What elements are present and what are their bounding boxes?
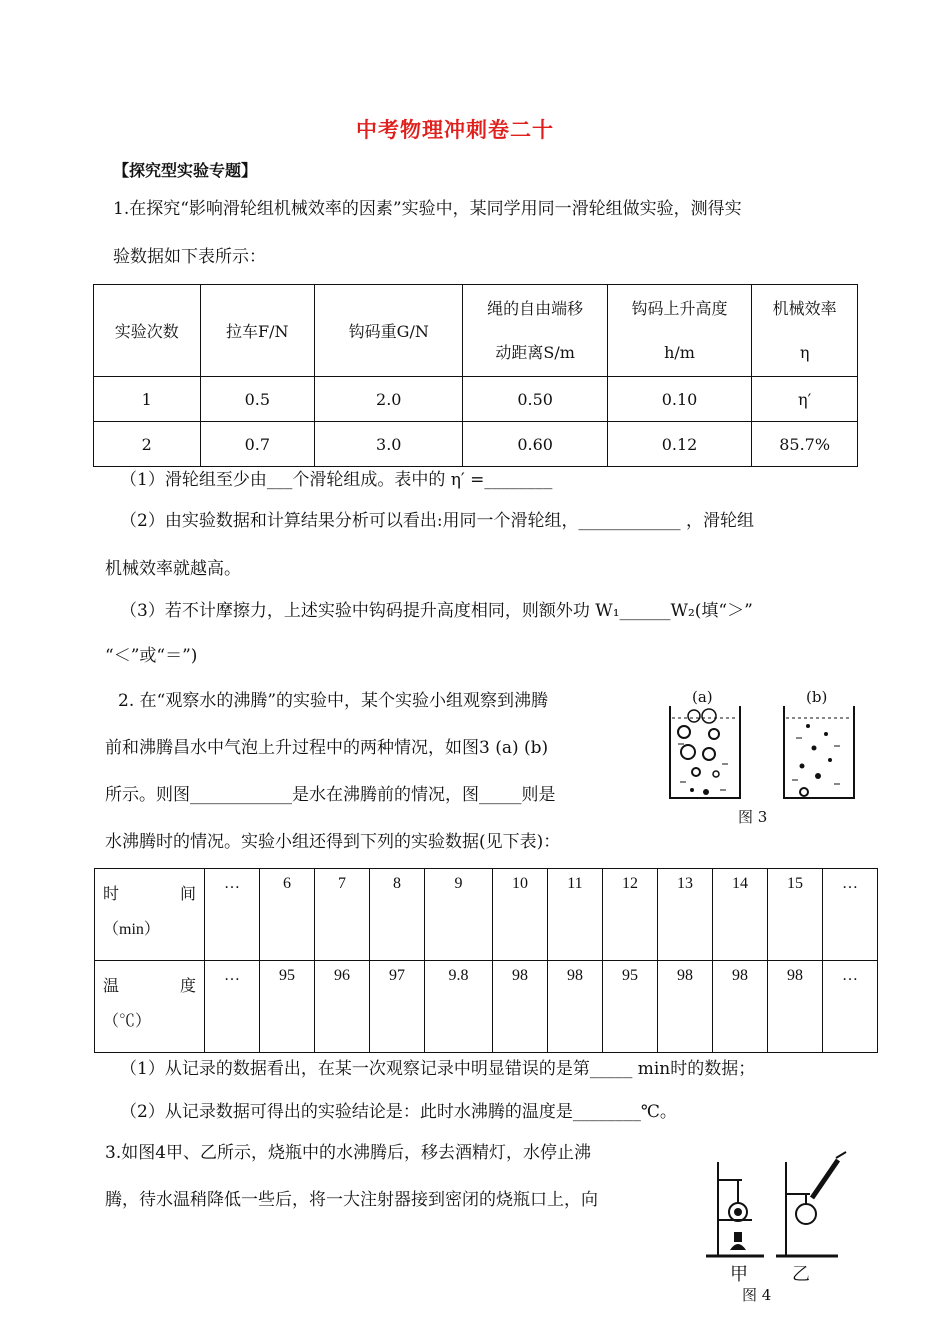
table-cell: 98: [492, 961, 547, 1053]
figure-3b-label: (b): [806, 688, 828, 706]
table-row: [95, 961, 878, 1053]
table-cell: 85.7%: [752, 422, 858, 467]
efficiency-table: [93, 284, 858, 467]
page-title: 中考物理冲刺卷二十: [356, 117, 554, 142]
table-row: [94, 377, 858, 422]
table-cell: 9: [425, 869, 493, 961]
table-row: [94, 422, 858, 467]
time-header: [95, 869, 205, 961]
table-cell: …: [205, 961, 260, 1053]
header-trial: 实验次数: [94, 285, 201, 377]
table-cell: 2.0: [315, 377, 463, 422]
header-height: [607, 285, 751, 377]
q2-subquestion-1: （1）从记录的数据看出，在某一次观察记录中明显错误的是第_____ min时的数据；: [120, 1059, 756, 1079]
table-cell: 3.0: [315, 422, 463, 467]
table-cell: 1: [94, 377, 201, 422]
table-cell: 98: [657, 961, 712, 1053]
table-cell: 12: [602, 869, 657, 961]
header-rope-distance-l1: 绳的自由端移: [487, 298, 584, 318]
q2-line2: 前和沸腾昌水中气泡上升过程中的两种情况，如图3 (a) (b): [105, 738, 549, 758]
q2-subquestion-2: （2）从记录数据可得出的实验结论是：此时水沸腾的温度是________℃。: [120, 1102, 677, 1122]
q1-subquestion-2-line1: （2）由实验数据和计算结果分析可以看出:用同一个滑轮组，____________ ，滑轮组: [120, 511, 754, 531]
table-header-row: [94, 285, 858, 377]
header-efficiency-l1: 机械效率: [772, 298, 837, 318]
table-cell: 11: [547, 869, 602, 961]
table-cell: 0.5: [200, 377, 315, 422]
figure-4-yi-label: 乙: [792, 1264, 810, 1285]
time-label-2: 间: [179, 885, 196, 903]
table-cell: 0.50: [463, 377, 607, 422]
table-cell: 98: [547, 961, 602, 1053]
table-cell: 95: [602, 961, 657, 1053]
section-heading: 【探究型实验专题】: [113, 161, 258, 180]
q3-line2: 腾，待水温稍降低一些后，将一大注射器接到密闭的烧瓶口上，向: [105, 1190, 598, 1210]
table-cell: …: [822, 869, 877, 961]
temp-header: [95, 961, 205, 1053]
table-cell: 13: [657, 869, 712, 961]
table-cell: 8: [370, 869, 425, 961]
figure-4-jia-label: 甲: [730, 1264, 748, 1285]
q2-line1: 2. 在“观察水的沸腾”的实验中，某个实验小组观察到沸腾: [118, 691, 549, 711]
table-cell: 97: [370, 961, 425, 1053]
header-weight: 钩码重G/N: [315, 285, 463, 377]
boiling-data-table: [94, 868, 878, 1053]
figure-4-caption: 图 4: [742, 1286, 772, 1304]
table-row: [95, 869, 878, 961]
temp-label-1: 温: [103, 977, 120, 995]
q2-line3: 所示。则图____________是水在沸腾前的情况，图_____则是: [105, 785, 556, 805]
table-cell: …: [822, 961, 877, 1053]
header-efficiency: [752, 285, 858, 377]
table-cell: 14: [712, 869, 767, 961]
beaker-a-icon: [664, 704, 746, 800]
q3-line1: 3.如图4甲、乙所示，烧瓶中的水沸腾后，移去酒精灯，水停止沸: [105, 1143, 592, 1163]
table-cell: 98: [767, 961, 822, 1053]
table-cell: 98: [712, 961, 767, 1053]
figure-3a-label: (a): [692, 688, 713, 706]
header-height-l1: 钩码上升高度: [631, 298, 728, 318]
header-pull-force: 拉车F/N: [200, 285, 315, 377]
table-cell: 10: [492, 869, 547, 961]
table-cell: 95: [260, 961, 315, 1053]
table-cell: η′: [752, 377, 858, 422]
q1-intro-line1: 1.在探究“影响滑轮组机械效率的因素”实验中，某同学用同一滑轮组做实验，测得实: [113, 199, 742, 219]
q1-subquestion-2-line2: 机械效率就越高。: [105, 559, 241, 579]
time-label-1: 时: [103, 885, 120, 903]
table-cell: 2: [94, 422, 201, 467]
flask-apparatus-yi-icon: [772, 1150, 850, 1262]
header-rope-distance: [463, 285, 607, 377]
q1-subquestion-3-line1: （3）若不计摩擦力，上述实验中钩码提升高度相同，则额外功 W₁______W₂(填“＞”: [120, 601, 753, 621]
q1-subquestion-1: （1）滑轮组至少由___个滑轮组成。表中的 η′ =________: [120, 470, 553, 490]
figure-3-caption: 图 3: [738, 808, 768, 826]
table-cell: 0.12: [607, 422, 751, 467]
header-efficiency-l2: η: [799, 342, 810, 362]
header-height-l2: h/m: [664, 342, 695, 362]
temp-label-2: 度: [179, 977, 196, 995]
table-cell: 7: [315, 869, 370, 961]
beaker-b-icon: [778, 704, 860, 800]
q1-subquestion-3-line2: “＜”或“＝”): [105, 646, 198, 666]
table-cell: 6: [260, 869, 315, 961]
table-cell: 9.8: [425, 961, 493, 1053]
table-cell: 0.7: [200, 422, 315, 467]
figure-3: [664, 688, 864, 828]
table-cell: 15: [767, 869, 822, 961]
time-unit: （min）: [103, 920, 160, 938]
figure-4: [700, 1150, 850, 1310]
header-rope-distance-l2: 动距离S/m: [495, 342, 575, 362]
table-cell: …: [205, 869, 260, 961]
flask-apparatus-jia-icon: [700, 1150, 770, 1262]
temp-unit: （℃）: [103, 1012, 152, 1030]
q2-line4: 水沸腾时的情况。实验小组还得到下列的实验数据(见下表)：: [105, 832, 561, 852]
table-cell: 96: [315, 961, 370, 1053]
table-cell: 0.60: [463, 422, 607, 467]
table-cell: 0.10: [607, 377, 751, 422]
q1-intro-line2: 验数据如下表所示：: [113, 247, 266, 267]
